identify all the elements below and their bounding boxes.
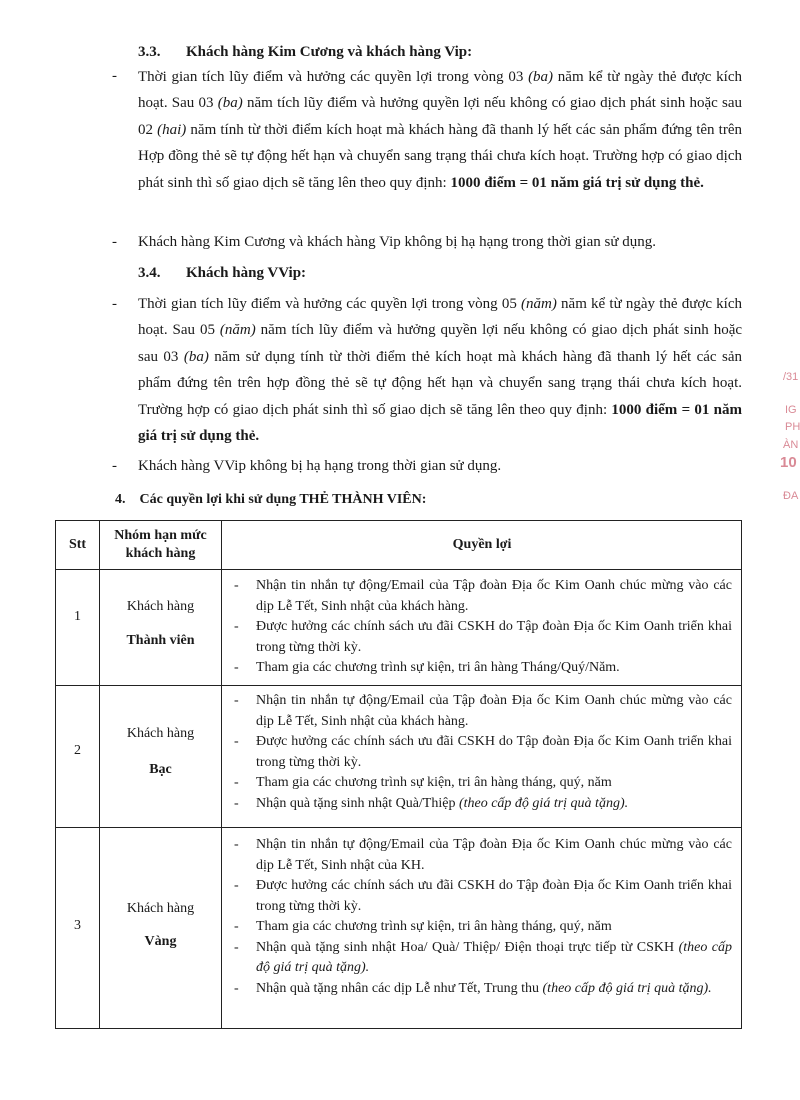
benefit-text: Được hưởng các chính sách ưu đãi CSKH do Tập đoàn Địa ốc Kim Oanh triển khai trong từng thời kỳ.: [256, 734, 732, 770]
benefit-text: Nhận quà tặng sinh nhật Quà/Thiệp: [256, 795, 459, 811]
benefit-text: Tham gia các chương trình sự kiện, tri ân hàng tháng, quý, năm: [256, 775, 612, 790]
bullet-dash: -: [112, 296, 117, 312]
list-item: [232, 979, 732, 1000]
row-2-group-name: Bạc: [149, 762, 172, 777]
benefit-italic: (theo cấp độ giá trị quà tặng).: [256, 939, 732, 975]
row-2-benefits: [232, 691, 732, 814]
italic-run: (năm): [521, 296, 557, 312]
section-3-4-paragraph-2: Khách hàng VVip không bị hạ hạng trong thời gian sử dụng.: [138, 458, 502, 474]
header-stt: Stt: [68, 537, 87, 552]
edge-mark: PH: [785, 421, 800, 433]
row-2-stt: 2: [74, 743, 81, 758]
section-4-heading: [115, 492, 426, 508]
section-3-3-paragraph-1: [138, 64, 742, 196]
list-item: [232, 835, 732, 876]
benefit-text: Nhận tin nhắn tự động/Email của Tập đoàn Địa ốc Kim Oanh chúc mừng vào các dịp Lễ Tết, Sinh nhật của khách hàng.: [256, 693, 732, 729]
section-3-3-paragraph-2: Khách hàng Kim Cương và khách hàng Vip không bị hạ hạng trong thời gian sử dụng.: [138, 234, 656, 250]
header-benefits: Quyền lợi: [452, 537, 512, 552]
section-title: Khách hàng Kim Cương và khách hàng Vip:: [186, 44, 473, 60]
benefit-text: Tham gia các chương trình sự kiện, tri ân hàng tháng, quý, năm: [256, 919, 612, 934]
section-title: Khách hàng VVip:: [186, 265, 307, 281]
benefit-text: Nhận quà tặng nhân các dịp Lễ như Tết, Trung thu: [256, 980, 543, 996]
section-number: 3.4.: [138, 265, 161, 281]
benefit-italic: (theo cấp độ giá trị quà tặng).: [458, 795, 629, 811]
table-divider: [56, 569, 741, 570]
italic-run: (năm): [219, 322, 256, 339]
row-1-benefits: [232, 576, 732, 679]
text-run: năm tính từ thời điểm kích hoạt mà khách hàng đã thanh lý hết các sản phẩm đứng tên trên Hợp đồng thẻ sẽ tự động hết hạn và chuyển sang trạng thái chưa kích hoạt. Trường hợp có giao dịch phát sinh thì số giao dịch sẽ tăng lên theo quy định:: [138, 121, 742, 191]
italic-run: (hai): [157, 121, 187, 138]
section-title: Các quyền lợi khi sử dụng THẺ THÀNH VIÊN:: [139, 492, 427, 507]
text-run: Thời gian tích lũy điểm và hưởng các quyền lợi trong vòng 03: [138, 69, 529, 85]
list-item: [232, 617, 732, 658]
row-2-group-label: Khách hàng: [126, 726, 195, 741]
table-divider: [221, 521, 222, 1028]
list-item: [232, 773, 732, 794]
row-3-benefits: [232, 835, 732, 999]
row-1-group-label: Khách hàng: [126, 599, 195, 614]
bold-run: 1000 điểm = 01 năm giá trị sử dụng thẻ.: [138, 401, 742, 445]
row-3-group-name: Vàng: [144, 934, 177, 949]
text-run: năm tích lũy điểm và hưởng quyền lợi nếu không có giao dịch phát sinh hoặc sau 03: [138, 322, 743, 365]
benefit-italic: (theo cấp độ giá trị quà tặng).: [542, 980, 712, 996]
benefit-text: Nhận tin nhắn tự động/Email của Tập đoàn Địa ốc Kim Oanh chúc mừng vào các dịp Lễ Tết, Sinh nhật của khách hàng.: [256, 578, 732, 614]
text-run: Thời gian tích lũy điểm và hưởng các quyền lợi trong vòng 05: [138, 296, 522, 312]
bullet-dash: -: [112, 234, 117, 250]
bullet-dash: -: [112, 68, 117, 84]
list-item: [232, 576, 732, 617]
benefit-text: Nhận quà tặng sinh nhật Hoa/ Quà/ Thiệp/ Điện thoại trực tiếp từ CSKH: [256, 939, 679, 955]
table-divider: [56, 827, 741, 828]
section-number: 3.3.: [138, 44, 161, 60]
edge-mark: IG: [785, 404, 797, 416]
benefit-text: Được hưởng các chính sách ưu đãi CSKH do Tập đoàn Địa ốc Kim Oanh triển khai trong từng thời kỳ.: [256, 878, 732, 914]
edge-mark: ÀN: [783, 439, 799, 451]
benefits-table: [55, 520, 742, 1029]
row-1-group-name: Thành viên: [126, 633, 195, 648]
list-item: [232, 876, 732, 917]
list-item: [232, 658, 732, 679]
text-run: năm kể từ ngày thẻ được kích hoạt. Sau 03: [138, 69, 743, 112]
benefit-text: Nhận tin nhắn tự động/Email của Tập đoàn Địa ốc Kim Oanh chúc mừng vào các dịp Lễ Tết, Sinh nhật của KH.: [256, 837, 732, 873]
edge-mark: ĐA: [783, 490, 799, 502]
italic-run: (ba): [528, 69, 554, 85]
benefit-text: Được hưởng các chính sách ưu đãi CSKH do Tập đoàn Địa ốc Kim Oanh triển khai trong từng thời kỳ.: [256, 619, 732, 655]
header-group-line: Nhóm hạn mức: [114, 528, 207, 543]
row-3-group-label: Khách hàng: [126, 901, 195, 916]
text-run: năm sử dụng tính từ thời điểm thẻ kích hoạt mà khách hàng đã thanh lý hết các sản phẩm đứng tên trên hợp đồng thẻ sẽ tự động hết hạn và chuyển sang trạng thái chưa kích hoạt. Trường hợp có giao dịch phát sinh thì số giao dịch sẽ tăng lên theo quy định:: [138, 348, 743, 418]
italic-run: (ba): [183, 348, 209, 365]
edge-mark: 10: [780, 454, 797, 471]
section-3-4-paragraph-1: [138, 291, 742, 449]
text-run: năm tích lũy điểm và hưởng quyền lợi nếu không có giao dịch phát sinh hoặc sau 02: [138, 95, 742, 138]
text-run: năm kể từ ngày thẻ được kích hoạt. Sau 05: [138, 296, 742, 339]
bullet-dash: -: [112, 458, 117, 474]
list-item: [232, 917, 732, 938]
list-item: [232, 691, 732, 732]
table-divider: [56, 685, 741, 686]
row-3-stt: 3: [74, 918, 81, 933]
list-item: [232, 794, 732, 815]
header-group: [100, 527, 221, 563]
header-group-line: khách hàng: [125, 546, 196, 561]
italic-run: (ba): [217, 95, 243, 112]
bold-run: 1000 điểm = 01 năm giá trị sử dụng thẻ.: [450, 174, 704, 191]
benefit-text: Tham gia các chương trình sự kiện, tri ân hàng Tháng/Quý/Năm.: [256, 660, 620, 675]
section-number: 4.: [115, 492, 126, 507]
edge-mark: /31: [783, 371, 799, 383]
list-item: [232, 938, 732, 979]
list-item: [232, 732, 732, 773]
row-1-stt: 1: [74, 609, 81, 624]
